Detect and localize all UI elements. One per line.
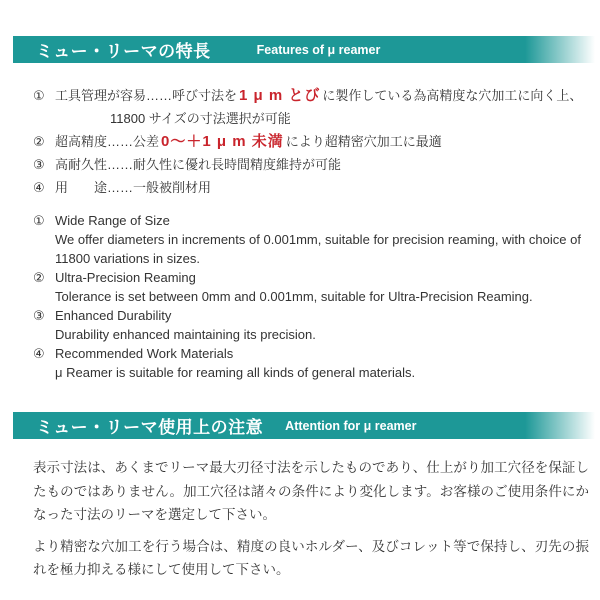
item-content xyxy=(55,306,581,344)
item-title: Recommended Work Materials xyxy=(55,346,234,361)
list-item xyxy=(33,84,589,130)
item-content xyxy=(55,344,581,382)
features-list-english xyxy=(33,211,581,382)
item-text xyxy=(55,130,589,153)
item-number: ① xyxy=(33,88,45,103)
note-paragraph: 表示寸法は、あくまでリーマ最大刃径寸法を示したものであり、仕上がり加工穴径を保証したものではありません。加工穴径は諸々の条件により変化します。お客様のご使用条件にかなった寸法のリーマを選定して下さい。 xyxy=(33,460,589,522)
list-item xyxy=(33,176,589,199)
item-text-emphasis: 0～＋1 μ m 未満 xyxy=(161,133,284,150)
features-title-japanese: ミュー・リーマの特長 xyxy=(36,42,211,61)
item-title: Ultra-Precision Reaming xyxy=(55,270,196,285)
item-text-post: に製作している為高精度な穴加工に向く上、 xyxy=(322,88,583,103)
item-text xyxy=(55,84,589,130)
item-number: ② xyxy=(33,270,45,285)
attention-title-japanese: ミュー・リーマ使用上の注意 xyxy=(36,418,264,437)
item-title: Wide Range of Size xyxy=(55,213,170,228)
attention-section-header xyxy=(13,412,595,439)
item-body: Durability enhanced maintaining its precision. xyxy=(55,327,316,342)
item-content xyxy=(55,211,581,268)
features-title-english: Features of μ reamer xyxy=(256,42,381,57)
list-item xyxy=(33,306,581,344)
list-item xyxy=(33,130,589,153)
attention-notes xyxy=(33,456,589,590)
attention-title-english: Attention for μ reamer xyxy=(285,418,417,433)
list-item xyxy=(33,153,589,176)
item-number: ② xyxy=(33,134,45,149)
item-text-post: により超精密穴加工に最適 xyxy=(285,134,442,149)
list-item xyxy=(33,211,581,268)
item-text: 用 途……一般被削材用 xyxy=(55,180,212,195)
item-number: ④ xyxy=(33,180,45,195)
item-text-line2: 11800 サイズの寸法選択が可能 xyxy=(110,111,291,126)
item-content xyxy=(55,268,581,306)
item-body: We offer diameters in increments of 0.001mm, suitable for precision reaming, with choice of 11800 variations in sizes. xyxy=(55,232,581,266)
features-section-header xyxy=(13,36,595,63)
item-number: ③ xyxy=(33,308,45,323)
item-body: Tolerance is set between 0mm and 0.001mm, suitable for Ultra-Precision Reaming. xyxy=(55,289,533,304)
list-item xyxy=(33,344,581,382)
item-text: 高耐久性……耐久性に優れ長時間精度維持が可能 xyxy=(55,157,342,172)
item-body: μ Reamer is suitable for reaming all kinds of general materials. xyxy=(55,365,416,380)
item-text-emphasis: 1 μ m とび xyxy=(239,87,321,104)
item-title: Enhanced Durability xyxy=(55,308,172,323)
item-number: ③ xyxy=(33,157,45,172)
features-list-japanese xyxy=(33,84,589,199)
item-text-pre: 超高精度……公差 xyxy=(55,134,160,149)
note-paragraph: より精密な穴加工を行う場合は、精度の良いホルダー、及びコレット等で保持し、刃先の振れを極力抑える様にして使用して下さい。 xyxy=(33,538,589,577)
item-number: ④ xyxy=(33,346,45,361)
item-text-pre: 工具管理が容易……呼び寸法を xyxy=(55,88,238,103)
list-item xyxy=(33,268,581,306)
item-number: ① xyxy=(33,213,45,228)
